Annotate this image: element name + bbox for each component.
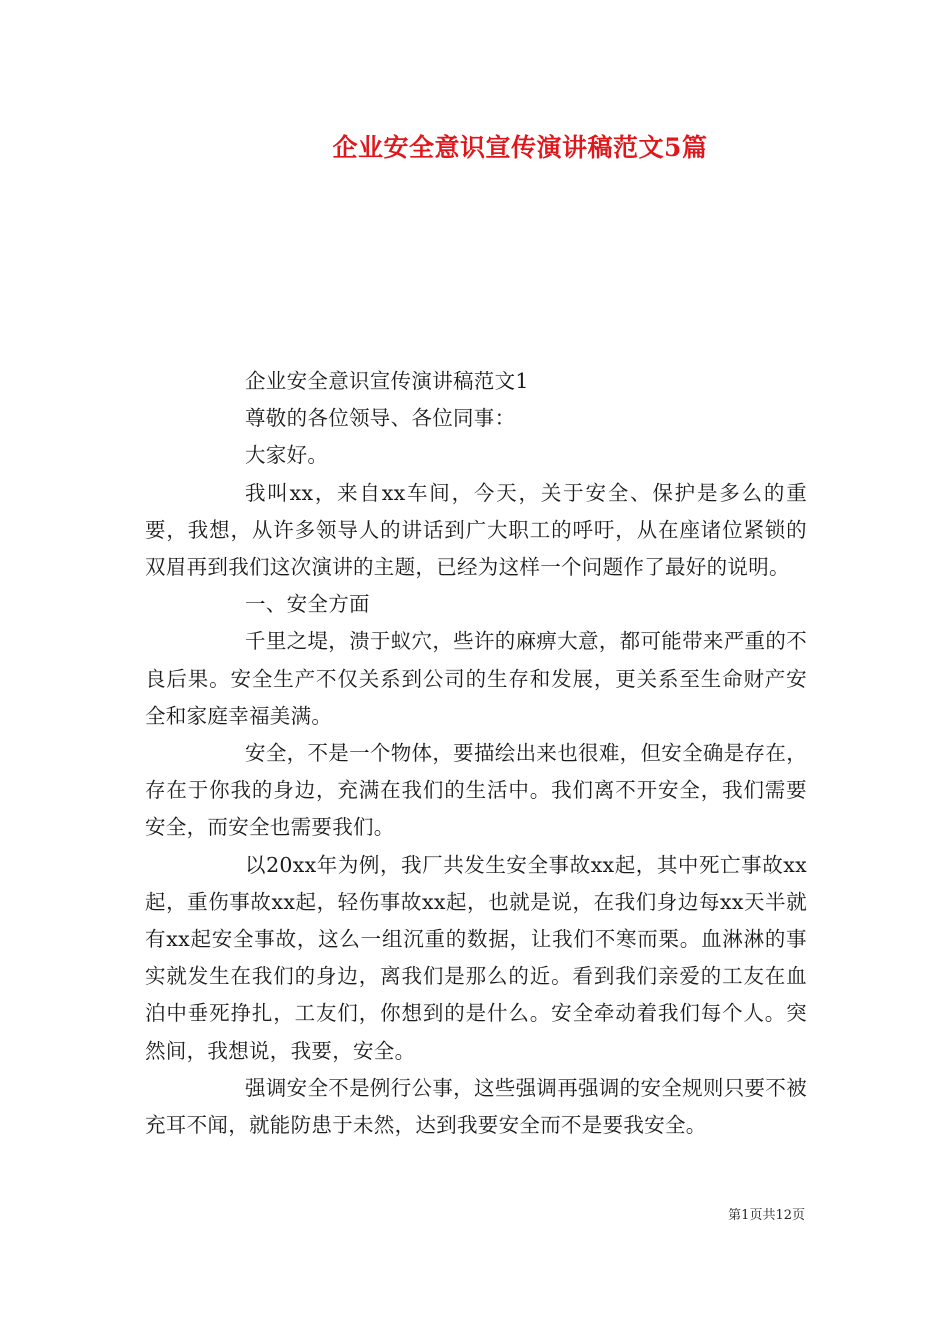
subsection-heading: 一、安全方面 — [245, 592, 370, 617]
salutation: 尊敬的各位领导、各位同事： — [245, 406, 516, 431]
document-body — [145, 363, 807, 1144]
section-heading: 企业安全意识宣传演讲稿范文1 — [245, 369, 529, 393]
page-number: 第1页共12页 — [728, 1208, 805, 1223]
document-title: 企业安全意识宣传演讲稿范文5篇 — [332, 133, 708, 162]
paragraph: 以20xx年为例，我厂共发生安全事故xx起，其中死亡事故xx起，重伤事故xx起，轻伤事故xx起，也就是说，在我们身边每xx天半就有xx起安全事故，这么一组沉重的数据，让我们不寒而栗。血淋淋的事实就发生在我们的身边，离我们是那么的近。看到我们亲爱的工友在血泊中垂死挣扎，工友们，你想到的是什么。安全牵动着我们每个人。突然间，我想说，我要，安全。 — [145, 852, 807, 1063]
paragraph: 千里之堤，溃于蚁穴，些许的麻痹大意，都可能带来严重的不良后果。安全生产不仅关系到公司的生存和发展，更关系至生命财产安全和家庭幸福美满。 — [145, 629, 807, 728]
paragraph: 我叫xx，来自xx车间，今天，关于安全、保护是多么的重要，我想，从许多领导人的讲话到广大职工的呼吁，从在座诸位紧锁的双眉再到我们这次演讲的主题，已经为这样一个问题作了最好的说明。 — [145, 480, 807, 580]
paragraph: 强调安全不是例行公事，这些强调再强调的安全规则只要不被充耳不闻，就能防患于未然，达到我要安全而不是要我安全。 — [145, 1075, 807, 1138]
paragraph: 安全，不是一个物体，要描绘出来也很难，但安全确是存在，存在于你我的身边，充满在我们的生活中。我们离不开安全，我们需要安全，而安全也需要我们。 — [145, 741, 807, 840]
greeting: 大家好。 — [245, 443, 329, 468]
